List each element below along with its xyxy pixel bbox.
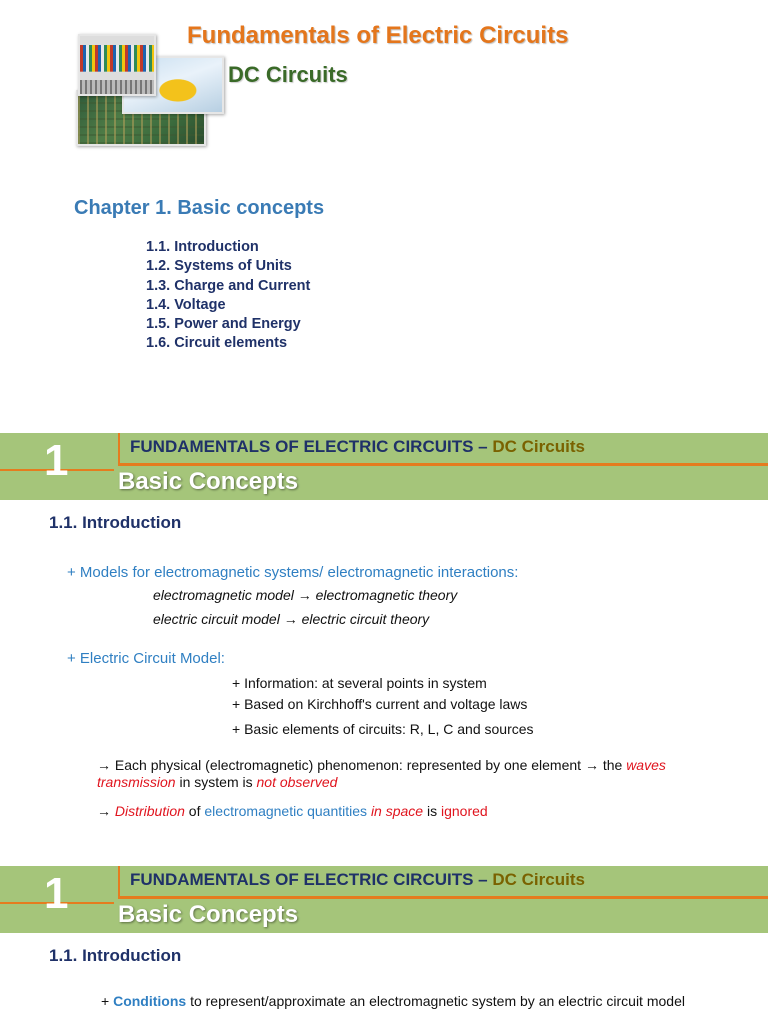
note2-in-space: in space (370, 803, 424, 819)
note-distribution (97, 803, 488, 819)
toc-item-power-and-energy: 1.5. Power and Energy (146, 316, 301, 333)
slide-banner (0, 433, 768, 500)
model-line-electromagnetic: electromagnetic model → electromagnetic theory (153, 587, 458, 603)
ecm-item-information: + Information: at several points in system (232, 675, 487, 691)
banner-heading-text: FUNDAMENTALS OF ELECTRIC CIRCUITS – (130, 437, 488, 456)
toc-item-systems-of-units: 1.2. Systems of Units (146, 258, 292, 275)
banner-divider (118, 433, 120, 465)
toc-item-introduction: 1.1. Introduction (146, 239, 259, 255)
chapter-number: 1 (44, 436, 69, 485)
banner-divider (118, 896, 768, 899)
ecm-item-kirchhoff: + Based on Kirchhoff's current and voltage laws (232, 696, 528, 712)
wiring-panel-photo (78, 34, 156, 96)
ecm-heading: + Electric Circuit Model: (67, 650, 225, 667)
section-heading: 1.1. Introduction (49, 513, 182, 532)
note-waves-transmission (97, 757, 707, 791)
banner-heading-text: FUNDAMENTALS OF ELECTRIC CIRCUITS – (130, 870, 488, 889)
ecm-item-basic-elements: + Basic elements of circuits: R, L, C and sources (232, 721, 534, 737)
chapter-number: 1 (44, 869, 69, 918)
note1-not-observed: not observed (256, 774, 338, 790)
course-subtitle: DC Circuits (228, 62, 348, 87)
chapter-title: Chapter 1. Basic concepts (74, 197, 325, 219)
toc-item-charge-and-current: 1.3. Charge and Current (146, 277, 311, 294)
note2-is: is (423, 803, 441, 819)
course-title: Fundamentals of Electric Circuits (187, 22, 569, 49)
banner-heading (130, 870, 585, 890)
models-heading: + Models for electromagnetic systems/ electromagnetic interactions: (67, 564, 519, 581)
toc-item-circuit-elements: 1.6. Circuit elements (146, 335, 288, 352)
note2-of: of (184, 803, 205, 819)
banner-subtitle: Basic Concepts (118, 901, 299, 928)
note1-text-b: in system is (175, 774, 257, 790)
banner-heading-dc: DC Circuits (492, 437, 585, 456)
note2-ignored: ignored (440, 803, 488, 819)
conditions-rest: to represent/approximate an electromagnetic system by an electric circuit model (186, 993, 685, 1009)
banner-divider (118, 866, 120, 898)
conditions-word: Conditions (113, 993, 187, 1009)
conditions-plus: + (101, 993, 114, 1009)
banner-heading-dc: DC Circuits (492, 870, 585, 889)
note1-text-a: → Each physical (electromagnetic) phenomenon: represented by one element → the (97, 757, 627, 773)
model-line-circuit: electric circuit model → electric circuit theory (153, 611, 430, 627)
chapter-contents-list (146, 238, 310, 354)
note2-distribution: Distribution (114, 803, 185, 819)
toc-item-voltage: 1.4. Voltage (146, 296, 226, 313)
banner-subtitle: Basic Concepts (118, 468, 299, 495)
banner-divider (118, 463, 768, 466)
conditions-line (101, 993, 685, 1009)
note1-waves: waves transmission (97, 757, 666, 790)
banner-heading (130, 437, 585, 457)
section-heading: 1.1. Introduction (49, 946, 182, 965)
slide-banner (0, 866, 768, 933)
note2-arrow: → (97, 803, 115, 819)
note2-em-quantities: electromagnetic quantities (204, 803, 368, 819)
